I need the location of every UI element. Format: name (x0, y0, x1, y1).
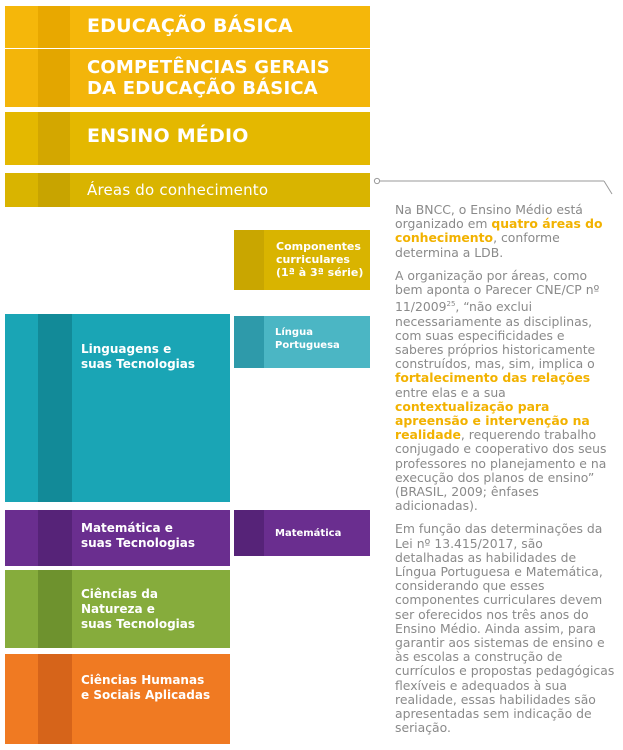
competencias-title-line1: COMPETÊNCIAS GERAIS (87, 57, 330, 78)
componentes-fold (234, 230, 264, 290)
areas-fold (38, 173, 70, 207)
component-lingua-line2: Portuguesa (275, 340, 340, 351)
ensino-medio-title: ENSINO MÉDIO (87, 125, 249, 147)
p2-footnote: 25 (446, 300, 456, 309)
educacao-basica-fold (38, 6, 70, 48)
p2-text-b: , “não exclui necessariamente as disciplinas, com suas especificidades e saberes próprios historicamente construídos, mas, sim, implica o (395, 299, 596, 372)
pointer-line (368, 172, 618, 202)
component-lingua-fold (234, 316, 264, 368)
area-linguagens-line1: Linguagens e (81, 342, 172, 356)
componentes-line3: (1ª à 3ª série) (276, 266, 364, 279)
p1-highlight: quatro áreas do conhecimento (395, 216, 603, 246)
sidebar-paragraph-3: Em função das determinações da Lei nº 13.415/2017, são detalhadas as habilidades de Língua Portuguesa e Matemática, considerando que esses componentes curriculares devem ser oferecidos nos três anos do Ensino Médio. Ainda assim, para garantir aos sistemas de ensino e às escolas a construção de currículos e propostas pedagógicas flexíveis e adequados à sua realidade, essas habilidades são apresentadas sem indicação de seriação. (395, 521, 615, 736)
p2-text-d: entre elas e a sua (395, 384, 506, 400)
p1-text-c: , conforme determina a LDB. (395, 230, 560, 260)
area-humanas-line1: Ciências Humanas (81, 673, 205, 687)
competencias-title-line2: DA EDUCAÇÃO BÁSICA (87, 78, 318, 99)
sidebar-text (395, 203, 615, 744)
componentes-line1: Componentes (276, 240, 361, 253)
area-matematica-fold (38, 510, 72, 566)
sidebar-paragraph-2 (395, 269, 615, 514)
component-lingua-line1: Língua (275, 327, 313, 338)
area-natureza-line1: Ciências da (81, 587, 158, 601)
area-natureza-line3: suas Tecnologias (81, 617, 196, 631)
p2-highlight-2: contextualização para apreensão e intervenção na realidade (395, 398, 590, 443)
area-linguagens-fold (38, 314, 72, 502)
educacao-basica-title: EDUCAÇÃO BÁSICA (87, 15, 293, 37)
area-matematica-line2: suas Tecnologias (81, 536, 196, 550)
component-matematica-label: Matemática (275, 528, 342, 539)
ensino-medio-fold (38, 112, 70, 165)
p2-text-f: , requerendo trabalho conjugado e cooperativo dos seus professores no planejamento e na execução dos planos de ensino” (BRASIL, 2009; ênfases adicionadas). (395, 427, 607, 514)
p2-highlight-1: fortalecimento das relações (395, 370, 591, 386)
componentes-line2: curriculares (276, 253, 350, 266)
area-matematica-line1: Matemática e (81, 521, 173, 535)
areas-title: Áreas do conhecimento (87, 181, 269, 199)
competencias-fold (38, 49, 70, 107)
area-humanas-line2: e Sociais Aplicadas (81, 688, 211, 702)
area-ciencias-natureza-fold (38, 570, 72, 648)
p2-text-a: A organização por áreas, como bem aponta o Parecer CNE/CP nº 11/2009 (395, 267, 600, 315)
sidebar-paragraph-1 (395, 203, 615, 260)
area-ciencias-humanas-fold (38, 654, 72, 744)
area-linguagens-line2: suas Tecnologias (81, 357, 196, 371)
p1-text-a: Na BNCC, o Ensino Médio está organizado em (395, 202, 583, 232)
area-natureza-line2: Natureza e (81, 602, 155, 616)
component-matematica-fold (234, 510, 264, 556)
